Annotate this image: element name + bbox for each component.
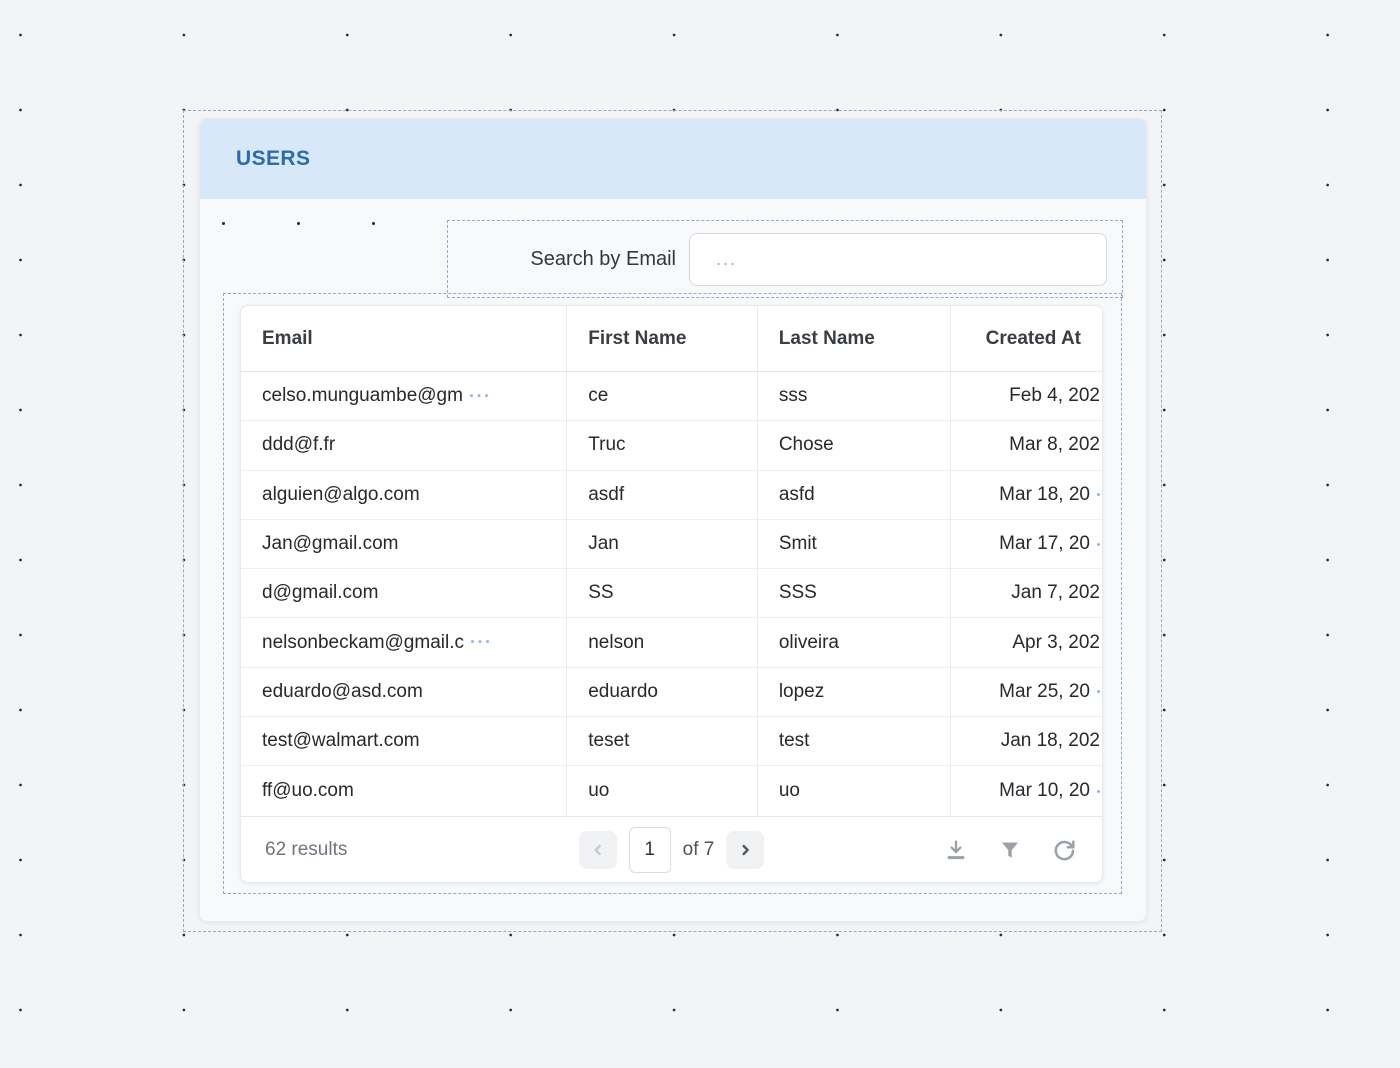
email-cell: test@walmart.com <box>241 717 567 765</box>
download-icon <box>944 838 968 862</box>
created-at-cell: Mar 10, 20 <box>951 766 1102 815</box>
table-row[interactable] <box>241 569 1102 618</box>
first-name-cell: ce <box>567 372 758 420</box>
page-count-label: of 7 <box>682 838 715 860</box>
table-footer <box>241 816 1102 883</box>
email-cell: d@gmail.com <box>241 569 567 617</box>
email-cell: celso.munguambe@gm ··· <box>241 372 567 420</box>
footer-actions <box>944 817 1076 883</box>
last-name-cell: uo <box>758 766 952 815</box>
pagination <box>579 827 765 873</box>
table-header-row <box>241 306 1102 372</box>
created-at-cell: Feb 4, 202 <box>1009 385 1100 407</box>
email-cell: alguien@algo.com <box>241 471 567 519</box>
chevron-left-icon <box>590 842 606 858</box>
panel-title: USERS <box>236 147 311 170</box>
expand-cell-icon[interactable] <box>1097 790 1100 793</box>
last-name-cell: Smit <box>758 520 952 568</box>
created-at-cell: Apr 3, 202 <box>1012 631 1100 653</box>
users-table <box>240 305 1103 883</box>
last-name-cell: test <box>758 717 952 765</box>
panel-header <box>200 119 1146 199</box>
created-at-cell: Mar 18, 20 <box>951 471 1102 519</box>
first-name-cell: nelson <box>567 618 758 666</box>
email-cell: Jan@gmail.com <box>241 520 567 568</box>
table-row[interactable] <box>241 520 1102 569</box>
expand-cell-icon[interactable] <box>1097 543 1100 546</box>
created-at-cell: Jan 7, 202 <box>1011 582 1100 604</box>
filter-icon <box>998 838 1022 862</box>
last-name-cell: Chose <box>758 421 952 469</box>
last-name-cell: asfd <box>758 471 952 519</box>
grid-dot <box>222 222 225 225</box>
column-header[interactable]: Created At <box>985 327 1082 349</box>
email-cell: eduardo@asd.com <box>241 668 567 716</box>
prev-page-button[interactable] <box>579 831 617 869</box>
expand-cell-icon[interactable]: ··· <box>470 632 493 653</box>
search-label: Search by Email <box>530 248 676 270</box>
expand-cell-icon[interactable] <box>1097 690 1100 693</box>
created-at-cell: Jan 18, 202 <box>1000 730 1100 752</box>
next-page-button[interactable] <box>726 831 764 869</box>
column-header[interactable]: First Name <box>567 306 758 371</box>
last-name-cell: lopez <box>758 668 952 716</box>
first-name-cell: SS <box>567 569 758 617</box>
expand-cell-icon[interactable] <box>1097 493 1100 496</box>
table-row[interactable] <box>241 668 1102 717</box>
first-name-cell: Jan <box>567 520 758 568</box>
filter-button[interactable] <box>998 838 1022 862</box>
grid-dot <box>372 222 375 225</box>
expand-cell-icon[interactable]: ··· <box>468 385 492 406</box>
column-header[interactable]: Last Name <box>758 306 952 371</box>
email-cell: ff@uo.com <box>241 766 567 815</box>
page-number: 1 <box>644 838 655 860</box>
email-cell: nelsonbeckam@gmail.c ··· <box>241 618 567 666</box>
search-widget-selection <box>447 220 1123 298</box>
table-row[interactable] <box>241 471 1102 520</box>
table-row[interactable] <box>241 372 1102 421</box>
column-header[interactable]: Email <box>241 306 567 371</box>
created-at-cell: Mar 25, 20 <box>951 668 1102 716</box>
last-name-cell: SSS <box>758 569 952 617</box>
results-count: 62 results <box>265 838 348 860</box>
last-name-cell: sss <box>758 372 952 420</box>
created-at-cell: Mar 17, 20 <box>951 520 1102 568</box>
last-name-cell: oliveira <box>758 618 952 666</box>
created-at-cell: Mar 8, 202 <box>1009 434 1100 456</box>
email-cell: ddd@f.fr <box>241 421 567 469</box>
first-name-cell: Truc <box>567 421 758 469</box>
table-body <box>241 372 1102 816</box>
first-name-cell: asdf <box>567 471 758 519</box>
chevron-right-icon <box>737 842 753 858</box>
table-row[interactable] <box>241 421 1102 470</box>
refresh-icon <box>1052 838 1076 862</box>
table-row[interactable] <box>241 618 1102 667</box>
first-name-cell: uo <box>567 766 758 815</box>
grid-dot <box>297 222 300 225</box>
page-number-input[interactable] <box>629 827 671 873</box>
refresh-button[interactable] <box>1052 838 1076 862</box>
first-name-cell: eduardo <box>567 668 758 716</box>
download-button[interactable] <box>944 838 968 862</box>
first-name-cell: teset <box>567 717 758 765</box>
table-row[interactable] <box>241 766 1102 815</box>
table-row[interactable] <box>241 717 1102 766</box>
search-input[interactable] <box>689 233 1107 286</box>
